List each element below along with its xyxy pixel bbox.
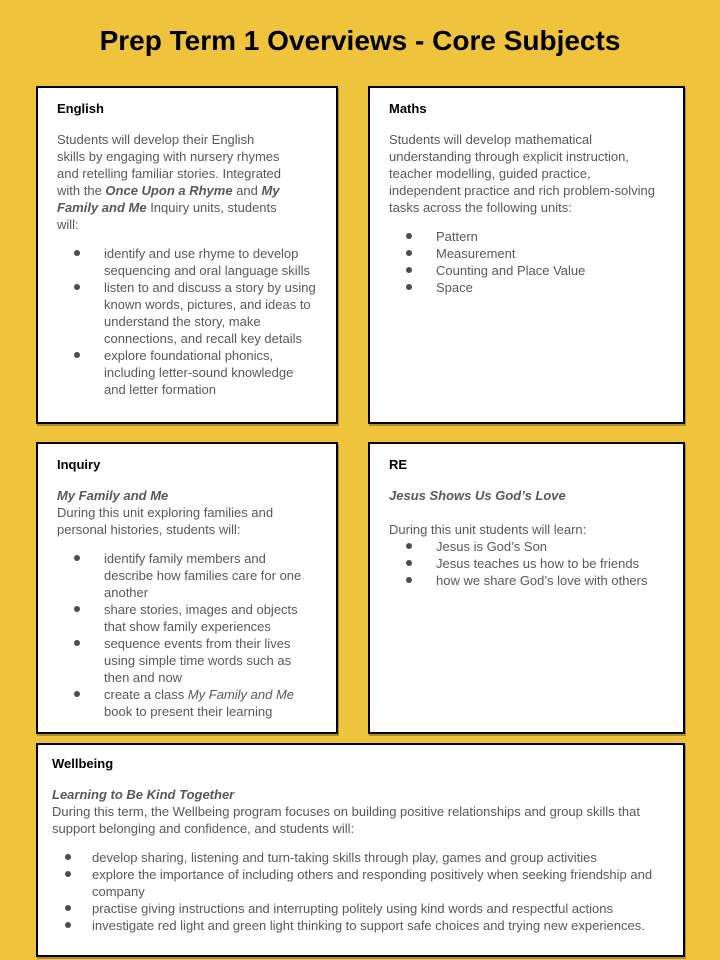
bullet-item: listen to and discuss a story by using known words, pictures, and ideas to understand the story, make connections, and recall key details	[57, 279, 324, 347]
bullet-item: identify and use rhyme to develop sequencing and oral language skills	[57, 245, 324, 279]
english-intro-post: Inquiry units, students will:	[57, 200, 277, 232]
unit-title-once-upon-a-rhyme: Once Upon a Rhyme	[105, 183, 233, 198]
unit-title-my-family-and-me: My Family and Me	[57, 183, 280, 215]
page-title: Prep Term 1 Overviews - Core Subjects	[99, 25, 621, 56]
bullet-item: Jesus is God’s Son	[389, 538, 671, 555]
bullet-item: Space	[389, 279, 671, 296]
maths-bullet-list	[389, 228, 671, 296]
english-intro-pre: Students will develop their English skills by engaging with nursery rhymes and retelling familiar stories. Integrated with the	[57, 132, 282, 198]
bullet-item: develop sharing, listening and turn-taking skills through play, games and group activities	[52, 849, 668, 866]
bullet-item: investigate red light and green light thinking to support safe choices and trying new experiences.	[52, 917, 668, 934]
english-intro-mid: and	[232, 183, 262, 198]
bullet-item: explore the importance of including others and responding positively when seeking friendship and company	[52, 866, 668, 900]
book-title-my-family-and-me: My Family and Me	[187, 687, 295, 702]
english-bullet-list	[57, 245, 324, 398]
bullet-item	[57, 686, 324, 720]
re-box-title: RE	[389, 457, 408, 472]
wellbeing-intro: During this term, the Wellbeing program focuses on building positive relationships and group skills that support belonging and confidence, and students will:	[52, 804, 640, 836]
bullet-item: explore foundational phonics, including letter-sound knowledge and letter formation	[57, 347, 324, 398]
wellbeing-unit-subtitle: Learning to Be Kind Together	[52, 787, 235, 802]
bullet-item: Pattern	[389, 228, 671, 245]
re-box	[368, 442, 685, 734]
subject-grid	[36, 86, 685, 957]
english-box	[36, 86, 338, 424]
inquiry-bullet-list	[57, 550, 324, 720]
wellbeing-bullet-list	[52, 849, 669, 934]
inquiry-bullet-book-pre: create a class	[104, 687, 188, 702]
inquiry-intro: During this unit exploring families and personal histories, students will:	[57, 505, 274, 537]
wellbeing-box-title: Wellbeing	[52, 756, 114, 771]
maths-box-title: Maths	[389, 101, 427, 116]
english-box-title: English	[57, 101, 104, 116]
english-intro	[57, 131, 285, 233]
maths-box	[368, 86, 685, 424]
wellbeing-box	[36, 743, 685, 957]
re-unit-subtitle: Jesus Shows Us God’s Love	[389, 488, 566, 503]
re-bullet-list	[389, 538, 671, 589]
re-intro: During this unit students will learn:	[389, 522, 587, 537]
inquiry-unit-subtitle: My Family and Me	[57, 488, 169, 503]
bullet-item: share stories, images and objects that show family experiences	[57, 601, 324, 635]
bullet-item: Counting and Place Value	[389, 262, 671, 279]
inquiry-box	[36, 442, 338, 734]
inquiry-box-title: Inquiry	[57, 457, 101, 472]
bullet-item: how we share God’s love with others	[389, 572, 671, 589]
bullet-item: identify family members and describe how families care for one another	[57, 550, 324, 601]
inquiry-bullet-book-post: book to present their learning	[104, 704, 273, 719]
bullet-item: practise giving instructions and interrupting politely using kind words and respectful actions	[52, 900, 668, 917]
bullet-item: Jesus teaches us how to be friends	[389, 555, 671, 572]
maths-intro: Students will develop mathematical understanding through explicit instruction, teacher modelling, guided practice, independent practice and rich problem-solving tasks across the following units:	[389, 132, 655, 215]
bullet-item: Measurement	[389, 245, 671, 262]
bullet-item: sequence events from their lives using simple time words such as then and now	[57, 635, 324, 686]
